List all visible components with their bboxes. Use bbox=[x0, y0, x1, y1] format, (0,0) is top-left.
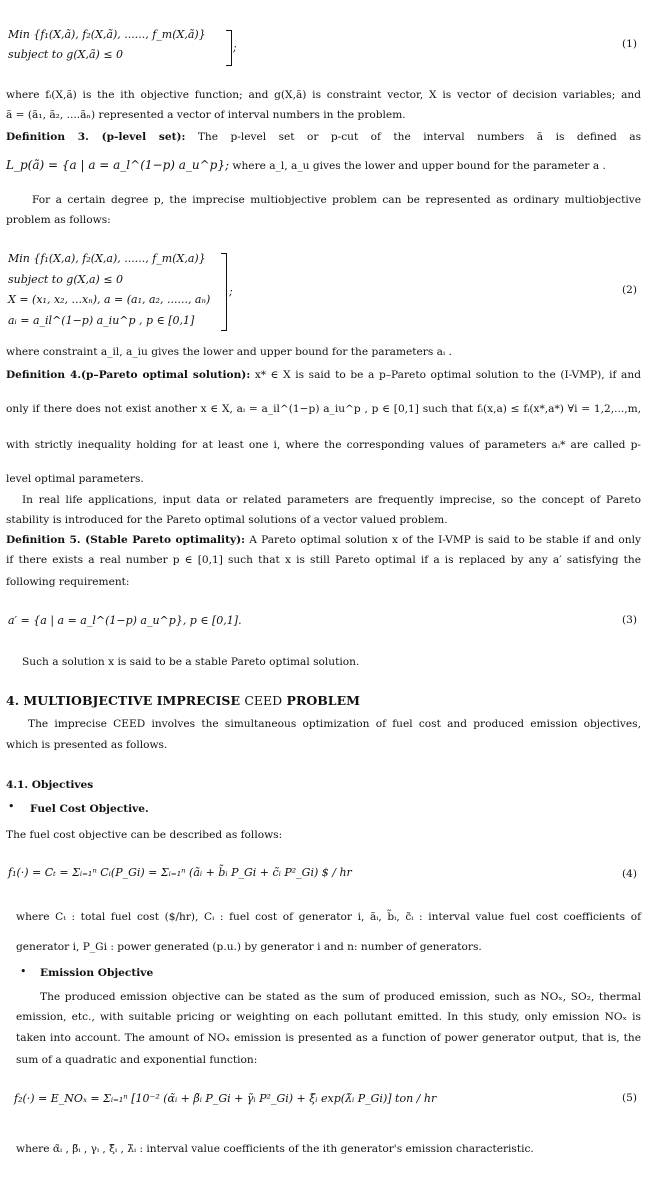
eq2-line3: X = (x₁, x₂, ...xₙ), a = (a₁, a₂, ......, aₙ) bbox=[8, 293, 211, 306]
def3-label: Definition 3. (p-level set): bbox=[6, 131, 186, 143]
eq1-suffix: ; bbox=[233, 41, 237, 54]
p8-line1: where Cₜ : total fuel cost ($/hr), Cᵢ : fuel cost of generator i, ãᵢ, b̃ᵢ, c̃ᵢ : interval value fuel cost coefficients of bbox=[16, 911, 641, 923]
section-4-title bbox=[6, 694, 641, 709]
bullet-emission: Emission Objective bbox=[40, 967, 154, 979]
eq2-number: (2) bbox=[621, 284, 637, 296]
p8-line2: generator i, P_Gi : power generated (p.u.) by generator i and n: number of generators. bbox=[16, 941, 482, 953]
eq3-formula: a′ = {a | a = a_l^(1−p) a_u^p}, p ∈ [0,1]. bbox=[8, 614, 242, 627]
eq2-line2: subject to g(X,a) ≤ 0 bbox=[8, 273, 124, 286]
def3-formula: L_p(ã) = {a | a = a_l^(1−p) a_u^p}; bbox=[6, 158, 230, 172]
section-4-title-b: CEED bbox=[244, 693, 283, 708]
def5-text1: A Pareto optimal solution x of the I-VMP is said to be stable if and only bbox=[245, 534, 641, 546]
def3-after: where a_l, a_u gives the lower and upper bound for the parameter a . bbox=[229, 160, 606, 172]
p9-line4: sum of a quadratic and exponential function: bbox=[16, 1054, 258, 1066]
eq1-number: (1) bbox=[621, 38, 637, 50]
def3-line1 bbox=[6, 130, 641, 144]
def5-line2: if there exists a real number p ∈ [0,1] such that x is still Pareto optimal if a is replaced by any a′ satisfying the bbox=[6, 554, 641, 566]
eq1-line2: subject to g(X,ã) ≤ 0 bbox=[8, 48, 124, 61]
eq5-formula: f₂(·) = E_NOₓ = Σᵢ₌₁ⁿ [10⁻² (α̃ᵢ + β̃ᵢ P_Gi + γ̃ᵢ P²_Gi) + ξ̃ᵢ exp(λ̃ᵢ P_Gi)] ton / hr bbox=[14, 1092, 437, 1105]
def4-line2: only if there does not exist another x ∈ X, aᵢ = a_il^(1−p) a_iu^p , p ∈ [0,1] such that fᵢ(x,a) ≤ fᵢ(x*,a*) ∀i = 1,2,...,m, bbox=[6, 403, 641, 415]
section-4-title-a: 4. MULTIOBJECTIVE IMPRECISE bbox=[6, 693, 245, 708]
def5-line1 bbox=[6, 533, 641, 547]
def5-label: Definition 5. (Stable Pareto optimality): bbox=[6, 534, 246, 546]
def3-text: The p-level set or p-cut of the interval numbers ã is defined as bbox=[185, 131, 642, 143]
subsection-4-1: 4.1. Objectives bbox=[6, 779, 94, 791]
def4-label: Definition 4.(p–Pareto optimal solution): bbox=[6, 369, 251, 381]
eq4-formula: f₁(·) = Cₜ = Σᵢ₌₁ⁿ Cᵢ(P_Gi) = Σᵢ₌₁ⁿ (ãᵢ + b̃ᵢ P_Gi + c̃ᵢ P²_Gi) $ / hr bbox=[8, 866, 352, 879]
def4-line3: with strictly inequality holding for at least one i, where the corresponding values of parameters aᵢ* are called p- bbox=[6, 439, 641, 451]
p5: Such a solution x is said to be a stable Pareto optimal solution. bbox=[22, 656, 360, 668]
p3: where constraint a_il, a_iu gives the lower and upper bound for the parameters aᵢ . bbox=[6, 346, 452, 358]
p1-line1: where fᵢ(X,ã) is the ith objective function; and g(X,ã) is constraint vector, X is vector of decision variables; and bbox=[6, 89, 641, 101]
bullet-dot-2: • bbox=[20, 965, 27, 978]
def4-line1 bbox=[6, 368, 641, 382]
eq4-number: (4) bbox=[621, 868, 637, 880]
p2-line2: problem as follows: bbox=[6, 214, 111, 226]
p4-line1: In real life applications, input data or related parameters are frequently imprecise, so the concept of Pareto bbox=[22, 494, 641, 506]
section-4-title-c: PROBLEM bbox=[282, 693, 360, 708]
def4-line4: level optimal parameters. bbox=[6, 473, 144, 485]
bullet-fuel-cost: Fuel Cost Objective. bbox=[30, 803, 149, 815]
eq1-brace bbox=[226, 30, 232, 66]
eq2-brace bbox=[221, 253, 227, 331]
eq3-number: (3) bbox=[621, 614, 637, 626]
p7: The fuel cost objective can be described as follows: bbox=[6, 829, 283, 841]
p6-line1: The imprecise CEED involves the simultaneous optimization of fuel cost and produced emission objectives, bbox=[28, 718, 641, 730]
eq1-line1: Min {f₁(X,ã), f₂(X,ã), ......, f_m(X,ã)} bbox=[8, 28, 206, 41]
p2-line1: For a certain degree p, the imprecise multiobjective problem can be represented as ordinary multiobjective bbox=[32, 194, 641, 206]
p10: where α̃ᵢ , β̃ᵢ , γᵢ , ξ̃ᵢ , λ̃ᵢ : interval value coefficients of the ith generator's emission characteristic. bbox=[16, 1143, 534, 1155]
eq2-line4: aᵢ = a_il^(1−p) a_iu^p , p ∈ [0,1] bbox=[8, 314, 195, 327]
p9-line2: emission, etc., with suitable pricing or weighting on each pollutant emitted. In this study, only emission NOₓ is bbox=[16, 1011, 641, 1023]
bullet-dot-1: • bbox=[8, 800, 15, 813]
eq2-suffix: ; bbox=[229, 285, 233, 298]
p6-line2: which is presented as follows. bbox=[6, 739, 168, 751]
def5-line3: following requirement: bbox=[6, 576, 130, 588]
p1-line2: ã = (ã₁, ã₂, ....ãₙ) represented a vector of interval numbers in the problem. bbox=[6, 109, 406, 121]
eq2-line1: Min {f₁(X,a), f₂(X,a), ......, f_m(X,a)} bbox=[8, 252, 206, 265]
eq5-number: (5) bbox=[621, 1092, 637, 1104]
def3-line2 bbox=[6, 158, 641, 173]
def4-text1: x* ∈ X is said to be a p–Pareto optimal solution to the (I-VMP), if and bbox=[250, 369, 641, 381]
p9-line1: The produced emission objective can be stated as the sum of produced emission, such as NOₓ, SO₂, thermal bbox=[40, 991, 641, 1003]
p4-line2: stability is introduced for the Pareto optimal solutions of a vector valued problem. bbox=[6, 514, 448, 526]
p9-line3: taken into account. The amount of NOₓ emission is presented as a function of power generator output, that is, the bbox=[16, 1032, 641, 1044]
